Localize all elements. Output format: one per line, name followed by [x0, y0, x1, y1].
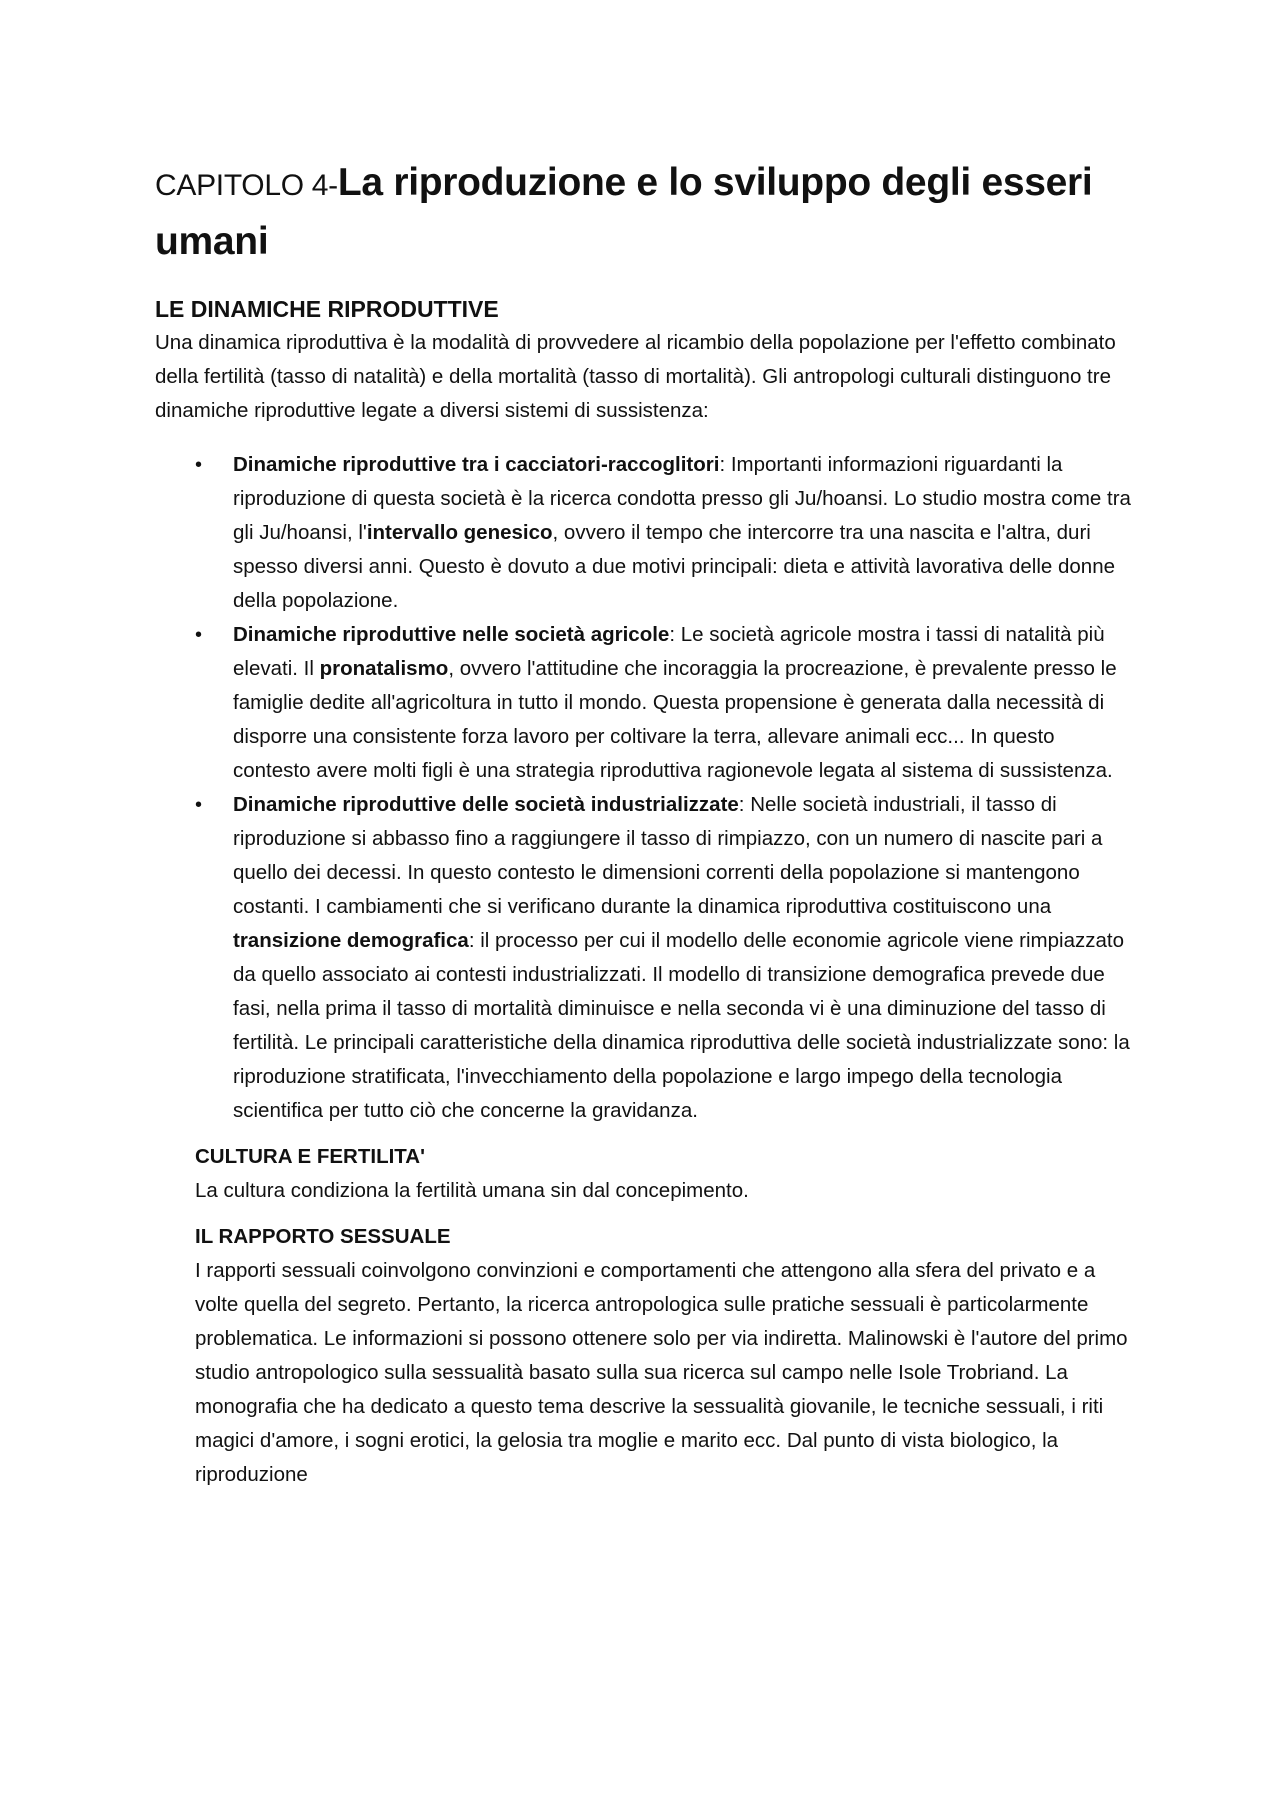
rapporto-paragraph: I rapporti sessuali coinvolgono convinzioni e comportamenti che attengono alla sfera del privato e a volte quella del segreto. Pertanto, la ricerca antropologica sulle pratiche sessuali è particolarmente problematica. Le informazioni si possono ottenere solo per via indiretta. Malinowski è l'autore del primo studio antropologico sulla sessualità basato sulla sua ricerca sul campo nelle Isole Trobriand. La monografia che ha dedicato a questo tema descrive la sessualità giovanile, le tecniche sessuali, i riti magici d'amore, i sogni erotici, la gelosia tra moglie e marito ecc. Dal punto di vista biologico, la riproduzione: [195, 1259, 1128, 1486]
list-item-keyword: intervallo genesico: [366, 521, 553, 544]
list-item: [195, 448, 1132, 618]
list-item-text: , ovvero l'attitudine che incoraggia la procreazione, è prevalente presso le famiglie dedite all'agricoltura in tutto il mondo. Questa propensione è generata dalla necessità di disporre una consistente forza lavoro per coltivare la terra, allevare animali ecc... In questo contesto avere molti figli è una strategia riproduttiva ragionevole legata al sistema di sussistenza.: [233, 657, 1117, 782]
subsection-heading-rapporto: IL RAPPORTO SESSUALE: [195, 1225, 451, 1248]
list-item-text: : il processo per cui il modello delle economie agricole viene rimpiazzato da quello associato ai contesti industrializzati. Il modello di transizione demografica prevede due fasi, nella prima il tasso di mortalità diminuisce e nella seconda vi è una diminuzione del tasso di fertilità. Le principali caratteristiche della dinamica riproduttiva delle società industrializzate sono: la riproduzione stratificata, l'invecchiamento della popolazione e largo impego della tecnologia scientifica per tutto ciò che concerne la gravidanza.: [233, 929, 1130, 1122]
chapter-prefix: CAPITOLO 4-: [155, 169, 338, 202]
list-item-term: Dinamiche riproduttive tra i cacciatori-raccoglitori: [233, 453, 720, 476]
list-item-term: Dinamiche riproduttive nelle società agricole: [233, 623, 670, 646]
subsection-heading-cultura: CULTURA E FERTILITA': [195, 1145, 425, 1168]
chapter-title: La riproduzione e lo sviluppo degli esseri umani: [155, 161, 1093, 263]
list-item: [195, 618, 1132, 788]
intro-paragraph: Una dinamica riproduttiva è la modalità di provvedere al ricambio della popolazione per l'effetto combinato della fertilità (tasso di natalità) e della mortalità (tasso di mortalità). Gli antropologi culturali distinguono tre dinamiche riproduttive legate a diversi sistemi di sussistenza:: [155, 331, 1116, 422]
list-item-text: : Nelle società industriali, il tasso di riproduzione si abbasso fino a raggiungere il tasso di rimpiazzo, con un numero di nascite pari a quello dei decessi. In questo contesto le dimensioni correnti della popolazione si mantengono costanti. I cambiamenti che si verificano durante la dinamica riproduttiva costituiscono una: [233, 793, 1103, 918]
list-item-text: : Le società agricole mostra i tassi di natalità più elevati. Il: [233, 623, 1105, 680]
list-item-text: , ovvero il tempo che intercorre tra una nascita e l'altra, duri spesso diversi anni. Questo è dovuto a due motivi principali: dieta e attività lavorativa delle donne della popolazione.: [233, 521, 1116, 612]
subsection-rapporto: [195, 1220, 1132, 1492]
bullet-icon: •: [195, 624, 203, 646]
bullet-icon: •: [195, 454, 203, 476]
list-item-term: Dinamiche riproduttive delle società industrializzate: [233, 793, 739, 816]
subsection-cultura: [195, 1140, 1132, 1208]
cultura-paragraph: La cultura condiziona la fertilità umana sin dal concepimento.: [195, 1179, 749, 1202]
list-item: [195, 788, 1132, 1128]
page-title: [155, 155, 1132, 270]
bullet-icon: •: [195, 794, 203, 816]
section-heading-dinamiche: LE DINAMICHE RIPRODUTTIVE: [155, 296, 499, 322]
list-item-text: : Importanti informazioni riguardanti la riproduzione di questa società è la ricerca condotta presso gli Ju/hoansi. Lo studio mostra come tra gli Ju/hoansi, l': [233, 453, 1131, 544]
dynamics-list: [155, 448, 1132, 1128]
list-item-keyword: transizione demografica: [233, 929, 469, 952]
list-item-keyword: pronatalismo: [319, 657, 449, 680]
